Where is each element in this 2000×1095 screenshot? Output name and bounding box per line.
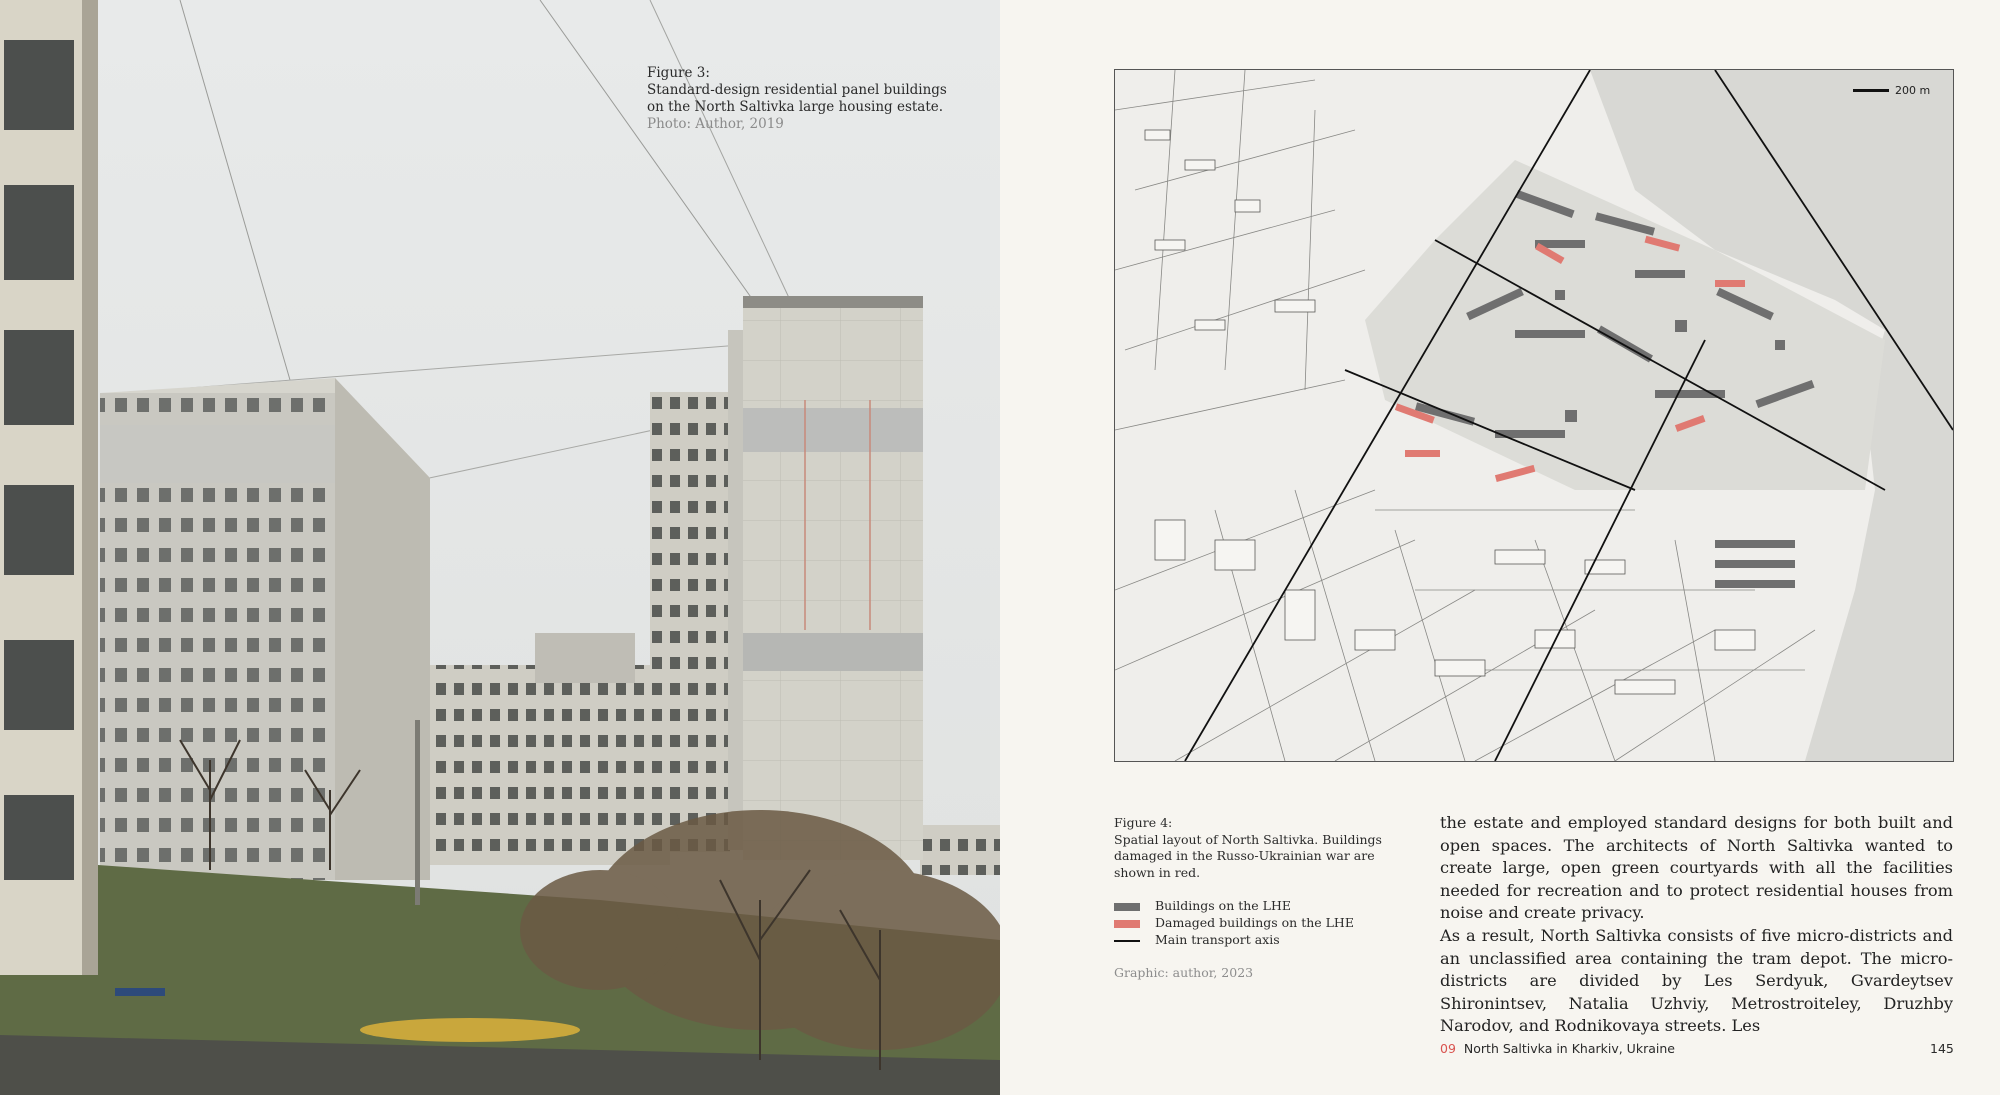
chapter-number: 09 (1440, 1041, 1456, 1056)
page-number: 145 (1930, 1041, 1954, 1056)
figure-4-caption (1114, 815, 1384, 881)
figure-3-caption (647, 65, 947, 133)
body-text (1440, 812, 1953, 1038)
legend-label-damaged: Damaged buildings on the LHE (1155, 915, 1354, 931)
figure-4-credit: Graphic: author, 2023 (1114, 965, 1254, 980)
legend-swatch-transport (1114, 940, 1140, 942)
figure-3-caption-text: Standard-design residential panel buildings on the North Saltivka large housing estate. (647, 82, 947, 115)
legend-label-transport: Main transport axis (1155, 932, 1280, 948)
scale-bar-line (1853, 89, 1889, 92)
body-paragraph-1: the estate and employed standard designs for both built and open spaces. The architects of North Saltivka wanted to create large, open green courtyards with all the facilities needed for recreation and to protect residential houses from noise and create privacy. (1440, 813, 1953, 923)
legend-label-buildings: Buildings on the LHE (1155, 898, 1291, 914)
site-map (1114, 69, 1954, 762)
legend-item-damaged (1114, 915, 1354, 932)
figure-3-credit: Photo: Author, 2019 (647, 116, 784, 132)
map-scale-bar (1853, 84, 1930, 97)
chapter-title: North Saltivka in Kharkiv, Ukraine (1463, 1041, 1675, 1056)
legend-swatch-damaged (1114, 920, 1140, 928)
figure-4-label: Figure 4: (1114, 815, 1173, 830)
legend-item-buildings (1114, 898, 1354, 915)
map-legend (1114, 898, 1354, 949)
scale-bar-label: 200 m (1895, 84, 1931, 97)
legend-swatch-buildings (1114, 903, 1140, 911)
legend-item-transport (1114, 932, 1354, 949)
running-footer (1440, 1041, 1675, 1056)
body-paragraph-2: As a result, North Saltivka consists of five micro-districts and an unclassified area containing the tram depot. The micro-districts are divided by Les Serdyuk, Gvardeytsev Shironintsev, Natalia Uzhviy, Metrostroiteley, Druzhby Narodov, and Rodnikovaya streets. Les (1440, 925, 1953, 1036)
figure-3-label: Figure 3: (647, 65, 710, 81)
figure-4-caption-text: Spatial layout of North Saltivka. Buildings damaged in the Russo-Ukrainian war are shown in red. (1114, 831, 1382, 880)
